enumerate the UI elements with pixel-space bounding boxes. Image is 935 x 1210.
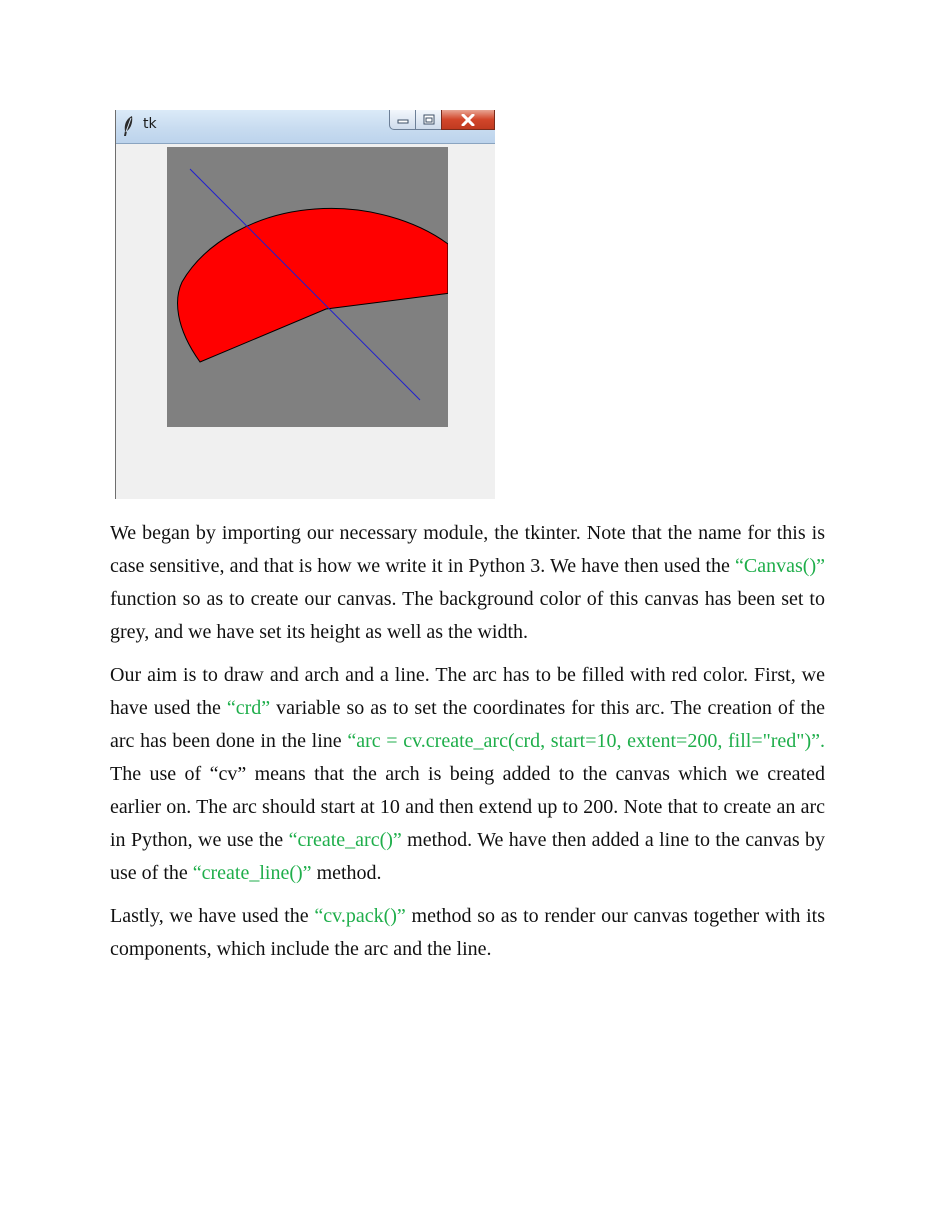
paragraph-arc-and-line — [110, 659, 825, 890]
code-reference: “arc = cv.create_arc(crd, start=10, extent=200, fill="red")”. — [347, 730, 825, 752]
minimize-icon — [397, 116, 409, 124]
window-controls — [389, 110, 495, 130]
maximize-button[interactable] — [415, 110, 442, 130]
window-title: tk — [143, 116, 157, 132]
text-segment: method. — [311, 862, 382, 884]
text-segment: Our aim is to draw and arch and a line. The arc has to be filled with red color. First, we have used the — [110, 664, 825, 719]
text-segment: We began by importing our necessary module, the tkinter. Note that the name for this is case sensitive, and that is how we write it in Python 3. We have then used the — [110, 522, 825, 577]
code-reference: “crd” — [226, 697, 271, 719]
text-segment: function so as to create our canvas. The background color of this canvas has been set to grey, and we have set its height as well as the width. — [110, 588, 825, 643]
paragraph-canvas-setup — [110, 517, 825, 649]
tk-canvas — [167, 147, 448, 427]
close-button[interactable] — [441, 110, 495, 130]
text-segment: Lastly, we have used the — [110, 905, 315, 927]
restore-icon — [422, 114, 436, 126]
canvas-drawing — [167, 147, 448, 427]
code-reference: “Canvas()” — [735, 555, 825, 577]
code-reference: “cv.pack()” — [314, 905, 406, 927]
minimize-button[interactable] — [389, 110, 416, 130]
code-reference: “create_arc()” — [288, 829, 402, 851]
text-segment: The use of “cv” means that the arch is being added to the canvas which we created earlier on. The arc should start at 10 and then extend up to 200. Note that to create an arc in Python, we use the — [110, 763, 825, 851]
text-segment: method. We have then added a line to the canvas by use of the — [110, 829, 826, 884]
text-segment: variable so as to set the coordinates for this arc. The creation of the arc has been done in the line — [110, 697, 825, 752]
window-titlebar — [116, 110, 495, 144]
feather-icon — [121, 115, 135, 137]
text-segment: method so as to render our canvas together with its components, which include the arc and the line. — [110, 905, 826, 960]
code-reference: “create_line()” — [192, 862, 312, 884]
tk-window-screenshot — [115, 110, 495, 499]
article-body — [110, 517, 825, 976]
close-icon — [461, 114, 475, 126]
paragraph-pack — [110, 900, 825, 966]
